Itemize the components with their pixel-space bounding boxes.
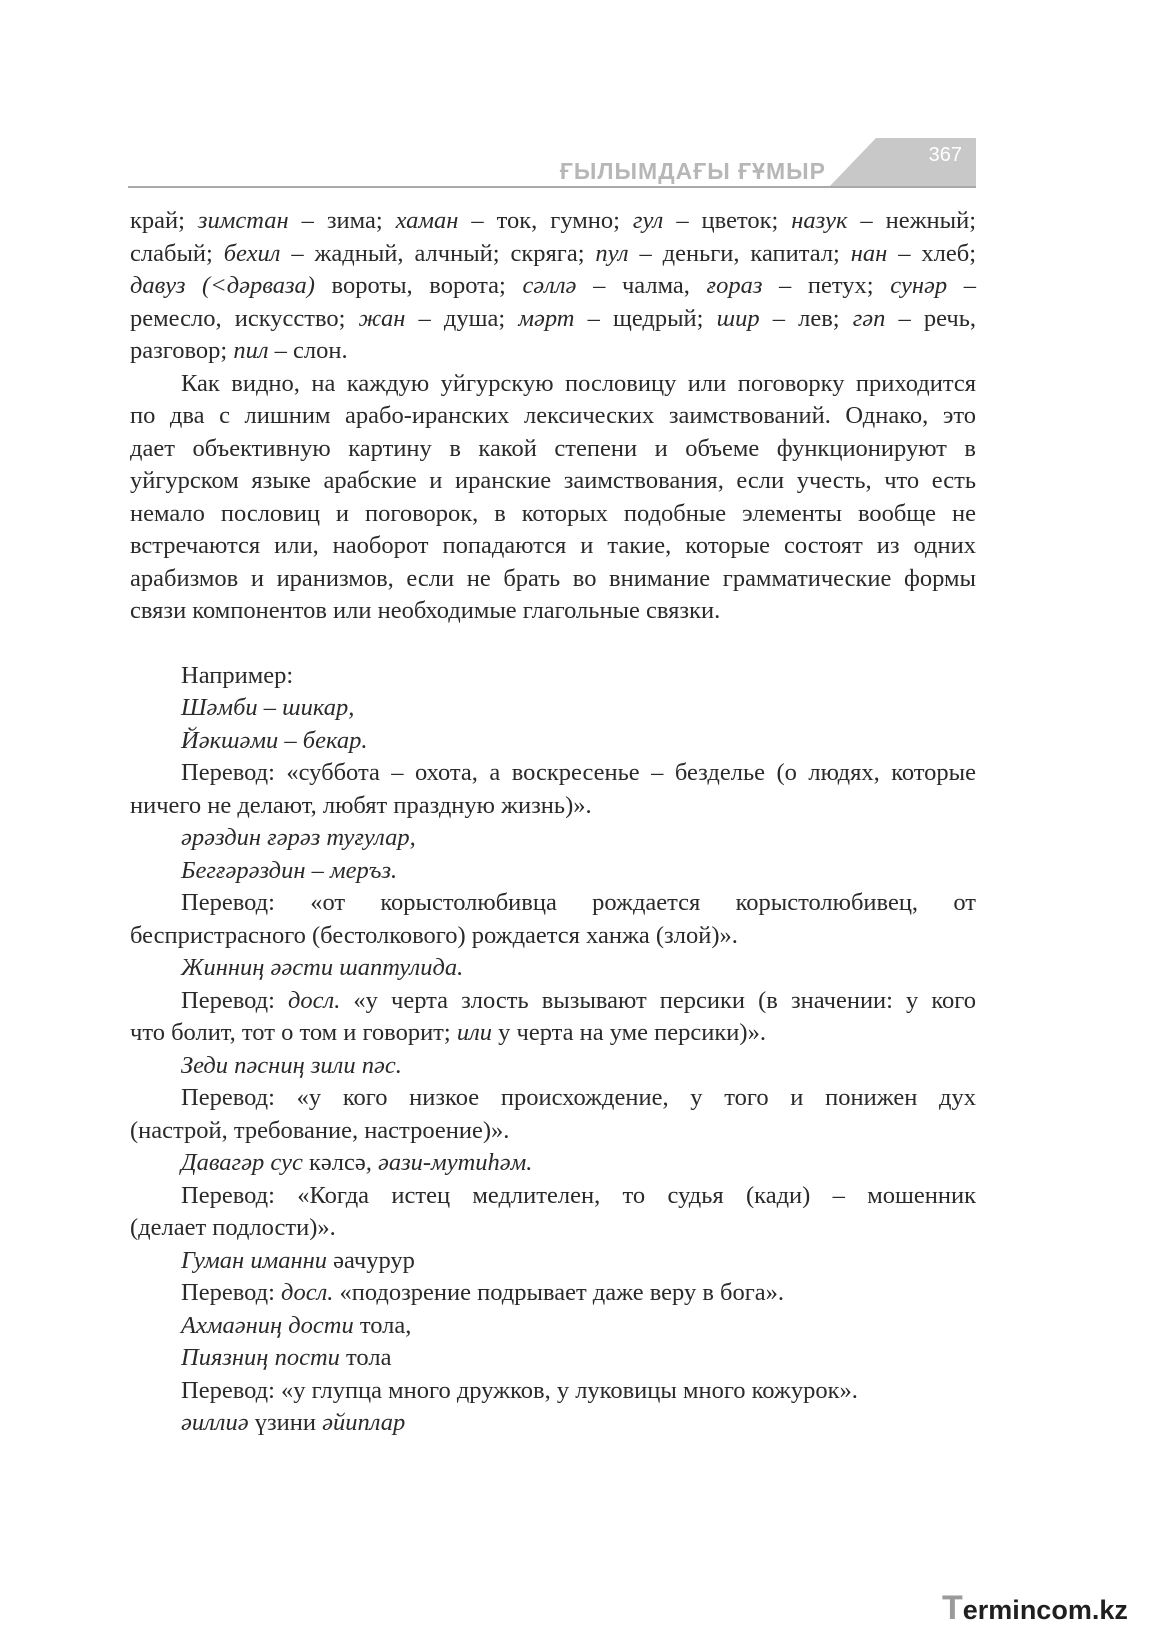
body-line: Как видно, на каждую уйгурскую пословицу или поговорку приходится (181, 369, 976, 397)
translation-line: беспристрасного (бестолкового) рождается ханжа (злой)». (130, 921, 738, 949)
proverb-line: Шәмби – шикар, (181, 694, 355, 721)
proverb-line: Ахмаәниң дости тола, (181, 1311, 412, 1339)
site-watermark: Termincom.kz (942, 1589, 1128, 1627)
body-line: уйгурском языке арабские и иранские заимствования, если учесть, что есть (130, 467, 976, 494)
body-line: арабизмов и иранизмов, если не брать во внимание грамматические формы (130, 564, 976, 592)
proverb-line: Гуман иманни әачурур (181, 1246, 415, 1274)
proverb-line: Зеди пәсниң зили пәс. (181, 1051, 402, 1079)
header-rule (128, 186, 976, 188)
glossary-line: слабый; бехил – жадный, алчный; скряга; пул – деньги, капитал; нан – хлеб; (130, 239, 977, 267)
translation-line: (настрой, требование, настроение)». (130, 1116, 510, 1144)
body-line: дает объективную картину в какой степени и объеме функционируют в (130, 434, 976, 462)
proverb-line: әрәздин ғәрәз туғулар, (181, 824, 416, 851)
glossary-line: давуз (<дәрваза) вороты, ворота; сәллә – чалма, ғораз – петух; сунәр – (130, 272, 976, 299)
translation-line: Перевод: «Когда истец медлителен, то судья (кади) – мошенник (181, 1181, 976, 1209)
translation-line: (делает подлости)». (130, 1214, 336, 1241)
translation-line: ничего не делают, любят праздную жизнь)». (130, 791, 592, 819)
body-line: по два с лишним арабо-иранских лексических заимствований. Однако, это (130, 402, 976, 429)
translation-line: Перевод: «от корыстолюбивца рождается корыстолюбивец, от (181, 889, 976, 916)
translation-line: что болит, тот о том и говорит; или у черта на уме персики)». (130, 1019, 766, 1046)
glossary-line: разговор; пил – слон. (130, 337, 348, 364)
proverb-line: Жинниң әәсти шаптулида. (181, 954, 464, 981)
page-body (130, 205, 976, 1440)
proverb-line: Бегғәрәздин – меръз. (181, 856, 398, 884)
running-header (128, 138, 976, 190)
translation-line: Перевод: досл. «подозрение подрывает даже веру в бога». (181, 1279, 785, 1306)
proverb-line: Йәкшәми – бекар. (181, 726, 368, 754)
body-line: немало пословиц и поговорок, в которых подобные элементы вообще не (130, 499, 976, 527)
paragraph-gap (130, 628, 976, 660)
section-title: ҒЫЛЫМДАҒЫ ҒҰМЫР (559, 158, 826, 184)
translation-line: Перевод: «у кого низкое происхождение, у того и понижен дух (181, 1084, 976, 1111)
glossary-line: ремесло, искусство; жан – душа; мәрт – щедрый; шир – лев; гәп – речь, (130, 304, 977, 332)
translation-line: Перевод: досл. «у черта злость вызывают персики (в значении: у кого (181, 986, 976, 1014)
body-line: встречаются или, наоборот попадаются и такие, которые состоят из одних (130, 532, 976, 559)
page-number: 367 (928, 144, 962, 166)
proverb-line: Пиязниң пости тола (181, 1344, 392, 1371)
translation-line: Перевод: «у глупца много дружков, у луковицы много кожурок». (181, 1376, 858, 1404)
examples-intro: Например: (181, 661, 294, 689)
proverb-line: Давагәр сус кәлсә, әази-мутиһәм. (181, 1149, 533, 1176)
body-line: связи компонентов или необходимые глагольные связки. (130, 597, 721, 624)
proverb-line: әиллиә үзини әйиплар (181, 1409, 406, 1436)
glossary-line: край; зимстан – зима; хаман – ток, гумно; гул – цветок; назук – нежный; (130, 207, 977, 234)
translation-line: Перевод: «суббота – охота, а воскресенье – безделье (о людях, которые (181, 759, 976, 786)
